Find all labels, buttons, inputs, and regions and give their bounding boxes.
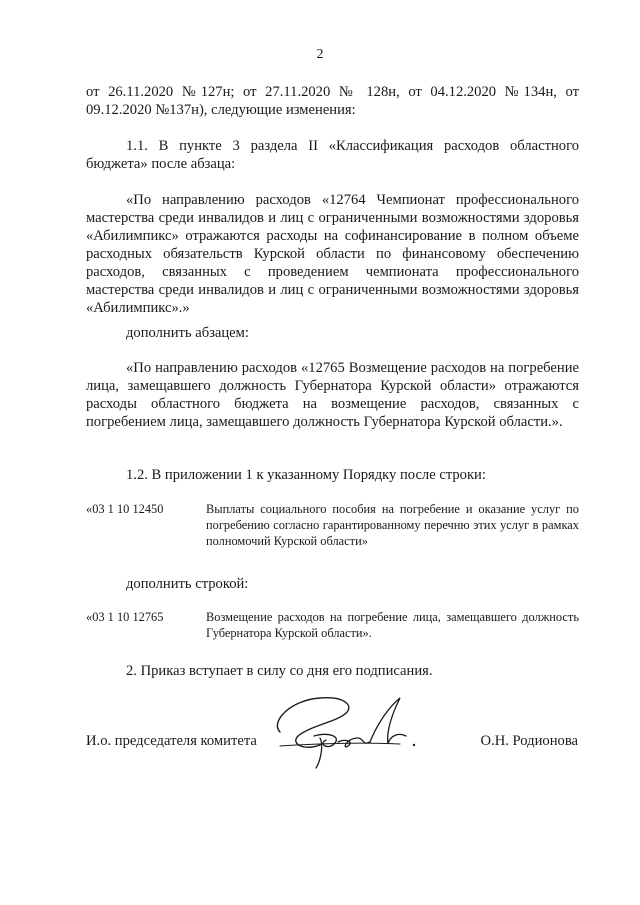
quote-paragraph-1: «По направлению расходов «12764 Чемпионат профессионального мастерства среди инвалидов и лиц с ограниченными возможностями здоровья «Абилимпикс» отражаются расходы на софинансирование в полном объеме расходных обязательств Курской области по финансовому обеспечению расходов, связанных с проведением чемпионата профессионального мастерства среди инвалидов и лиц с ограниченными возможностями здоровья «Абилимпикс».»	[86, 192, 579, 316]
item-1-1-paragraph: 1.1. В пункте 3 раздела II «Классификация расходов областного бюджета» после абзаца:	[86, 138, 579, 172]
row-description: Возмещение расходов на погребение лица, замещавшего должность Губернатора Курской области».	[206, 610, 579, 640]
handwritten-signature	[250, 692, 430, 772]
row-code: «03 1 10 12765	[86, 610, 164, 624]
row-description: Выплаты социального пособия на погребение и оказание услуг по погребению согласно гарантированному перечню этих услуг в рамках полномочий Курской области»	[206, 502, 579, 548]
signatory-name: О.Н. Родионова	[480, 733, 578, 749]
intro-paragraph: от 26.11.2020 №127н; от 27.11.2020 № 128н, от 04.12.2020 №134н, от 09.12.2020 №137н), следующие изменения:	[86, 84, 579, 118]
supplement-paragraph-1: дополнить абзацем:	[126, 325, 249, 341]
supplement-paragraph-2: дополнить строкой:	[126, 576, 249, 592]
signatory-title: И.о. председателя комитета	[86, 733, 257, 749]
page-number: 2	[316, 47, 324, 62]
item-2-paragraph: 2. Приказ вступает в силу со дня его подписания.	[126, 663, 433, 679]
row-code: «03 1 10 12450	[86, 502, 164, 516]
quote-paragraph-2: «По направлению расходов «12765 Возмещение расходов на погребение лица, замещавшего должность Губернатора Курской области» отражаются расходы областного бюджета на возмещение расходов, связанных с погребением лица, замещавшего должность Губернатора Курской области.».	[86, 360, 579, 430]
item-1-2-paragraph: 1.2. В приложении 1 к указанному Порядку после строки:	[126, 467, 486, 483]
